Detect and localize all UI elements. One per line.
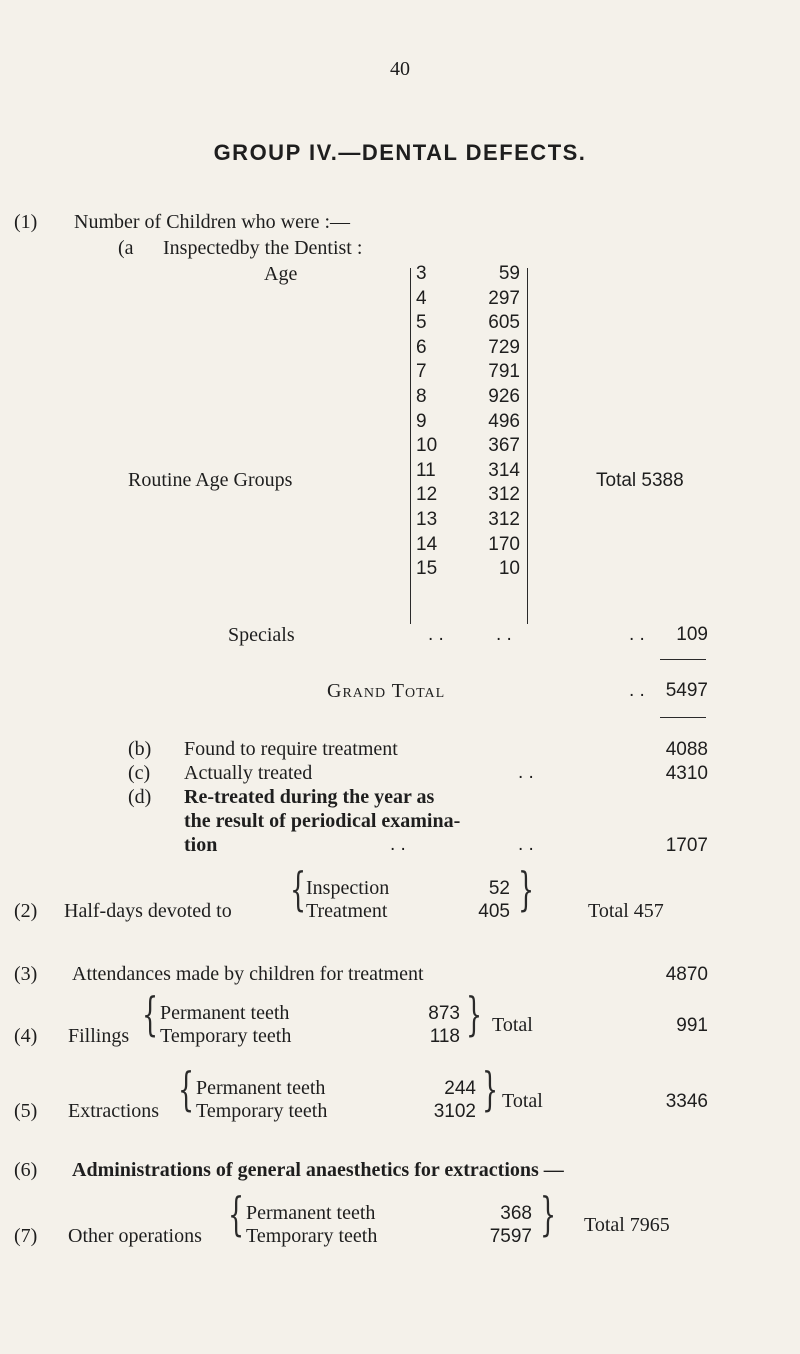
section-4-number: (4) (14, 1025, 38, 1047)
rule-above-grand-total (660, 659, 706, 660)
section-5-number: (5) (14, 1100, 38, 1122)
section-7-sub1-label: Permanent teeth (246, 1202, 376, 1224)
section-1c-marker: (c) (128, 762, 151, 784)
section-5-sub1-value: 244 (444, 1078, 476, 1099)
age-value: 9 (416, 411, 427, 432)
age-value: 8 (416, 386, 427, 407)
age-count: 496 (488, 411, 520, 432)
specials-value: 109 (676, 624, 708, 645)
count-bracket-right (527, 268, 528, 624)
age-count: 170 (488, 534, 520, 555)
age-count: 10 (498, 558, 520, 579)
section-7-right-brace: } (540, 1187, 557, 1241)
section-5-total-label: Total (502, 1090, 543, 1112)
section-3-value: 4870 (665, 964, 708, 985)
section-7-sub1-value: 368 (500, 1203, 532, 1224)
age-label: Age (264, 263, 298, 285)
age-value: 6 (416, 337, 427, 358)
routine-total: Total 5388 (596, 470, 684, 491)
age-count: 791 (488, 361, 520, 382)
age-count: 926 (488, 386, 520, 407)
age-count: 312 (488, 509, 520, 530)
section-1a-label: Inspectedby the Dentist : (163, 237, 363, 259)
section-1-heading: Number of Children who were :— (74, 211, 351, 233)
section-5-label: Extractions (68, 1100, 160, 1122)
section-6-number: (6) (14, 1159, 38, 1181)
section-4-label: Fillings (68, 1025, 130, 1047)
section-7-left-brace: { (228, 1187, 245, 1241)
section-4-sub2-label: Temporary teeth (160, 1025, 292, 1047)
age-value: 4 (416, 288, 427, 309)
section-2-left-brace: { (290, 862, 307, 916)
section-1a-marker: (a (118, 237, 134, 259)
age-value: 7 (416, 361, 427, 382)
specials-dots-3: . . (629, 624, 645, 645)
page-number: 40 (390, 58, 410, 80)
age-count: 297 (488, 288, 520, 309)
section-1d-label-line1: Re-treated during the year as (184, 786, 435, 808)
section-4-sub1-value: 873 (428, 1003, 460, 1024)
section-7-number: (7) (14, 1225, 38, 1247)
section-5-sub2-value: 3102 (433, 1101, 476, 1122)
section-1c-dots: . . (518, 762, 534, 783)
age-count: 367 (488, 435, 520, 456)
specials-dots-1: . . (428, 624, 444, 645)
section-7-sub2-value: 7597 (489, 1226, 532, 1247)
section-6-label: Administrations of general anaesthetics for extractions — (72, 1159, 564, 1181)
age-count: 312 (488, 484, 520, 505)
section-4-right-brace: } (466, 987, 483, 1041)
grand-total-label: Grand Total (327, 680, 446, 702)
age-value: 5 (416, 312, 427, 333)
rule-below-grand-total (660, 717, 706, 718)
grand-total-dots: . . (629, 680, 645, 701)
section-7-sub2-label: Temporary teeth (246, 1225, 378, 1247)
section-1d-label-line2: the result of periodical examina- (184, 810, 461, 832)
age-value: 10 (416, 435, 438, 456)
section-5-sub1-label: Permanent teeth (196, 1077, 326, 1099)
section-4-left-brace: { (142, 987, 159, 1041)
section-1b-label: Found to require treatment (184, 738, 398, 760)
section-2-total: Total 457 (588, 900, 664, 922)
age-value: 14 (416, 534, 438, 555)
section-5-left-brace: { (178, 1062, 195, 1116)
section-1-number: (1) (14, 211, 38, 233)
section-5-sub2-label: Temporary teeth (196, 1100, 328, 1122)
section-2-sub1-label: Inspection (306, 877, 390, 899)
age-count: 605 (488, 312, 520, 333)
section-2-sub2-label: Treatment (306, 900, 388, 922)
section-1c-value: 4310 (665, 763, 708, 784)
section-4-total-value: 991 (676, 1015, 708, 1036)
section-7-total: Total 7965 (584, 1214, 670, 1236)
age-value: 13 (416, 509, 438, 530)
age-count: 314 (488, 460, 520, 481)
page-title: GROUP IV.—DENTAL DEFECTS. (213, 140, 587, 165)
section-5-right-brace: } (482, 1062, 499, 1116)
age-bracket-left (410, 268, 411, 624)
age-count: 729 (488, 337, 520, 358)
section-1d-marker: (d) (128, 786, 152, 808)
age-value: 3 (416, 263, 427, 284)
age-value: 15 (416, 558, 438, 579)
age-value: 12 (416, 484, 438, 505)
section-1d-dots-2: . . (518, 834, 534, 855)
section-2-sub2-value: 405 (478, 901, 510, 922)
section-4-sub2-value: 118 (429, 1026, 460, 1047)
section-1d-dots-1: . . (390, 834, 406, 855)
section-3-label: Attendances made by children for treatment (72, 963, 424, 985)
routine-age-groups-label: Routine Age Groups (128, 469, 293, 491)
section-4-sub1-label: Permanent teeth (160, 1002, 290, 1024)
age-count: 59 (498, 263, 520, 284)
section-2-sub1-value: 52 (488, 878, 510, 899)
section-1c-label: Actually treated (184, 762, 313, 784)
specials-label: Specials (228, 624, 295, 646)
age-value: 11 (416, 460, 436, 481)
section-2-right-brace: } (518, 862, 535, 916)
section-5-total-value: 3346 (665, 1091, 708, 1112)
section-1d-label-line3: tion (184, 834, 218, 856)
section-1d-value: 1707 (665, 835, 708, 856)
specials-dots-2: . . (496, 624, 512, 645)
section-2-number: (2) (14, 900, 38, 922)
section-3-number: (3) (14, 963, 38, 985)
section-1b-marker: (b) (128, 738, 152, 760)
section-7-label: Other operations (68, 1225, 202, 1247)
section-4-total-label: Total (492, 1014, 533, 1036)
section-2-label: Half-days devoted to (64, 900, 232, 922)
grand-total-value: 5497 (665, 680, 708, 701)
section-1b-value: 4088 (665, 739, 708, 760)
